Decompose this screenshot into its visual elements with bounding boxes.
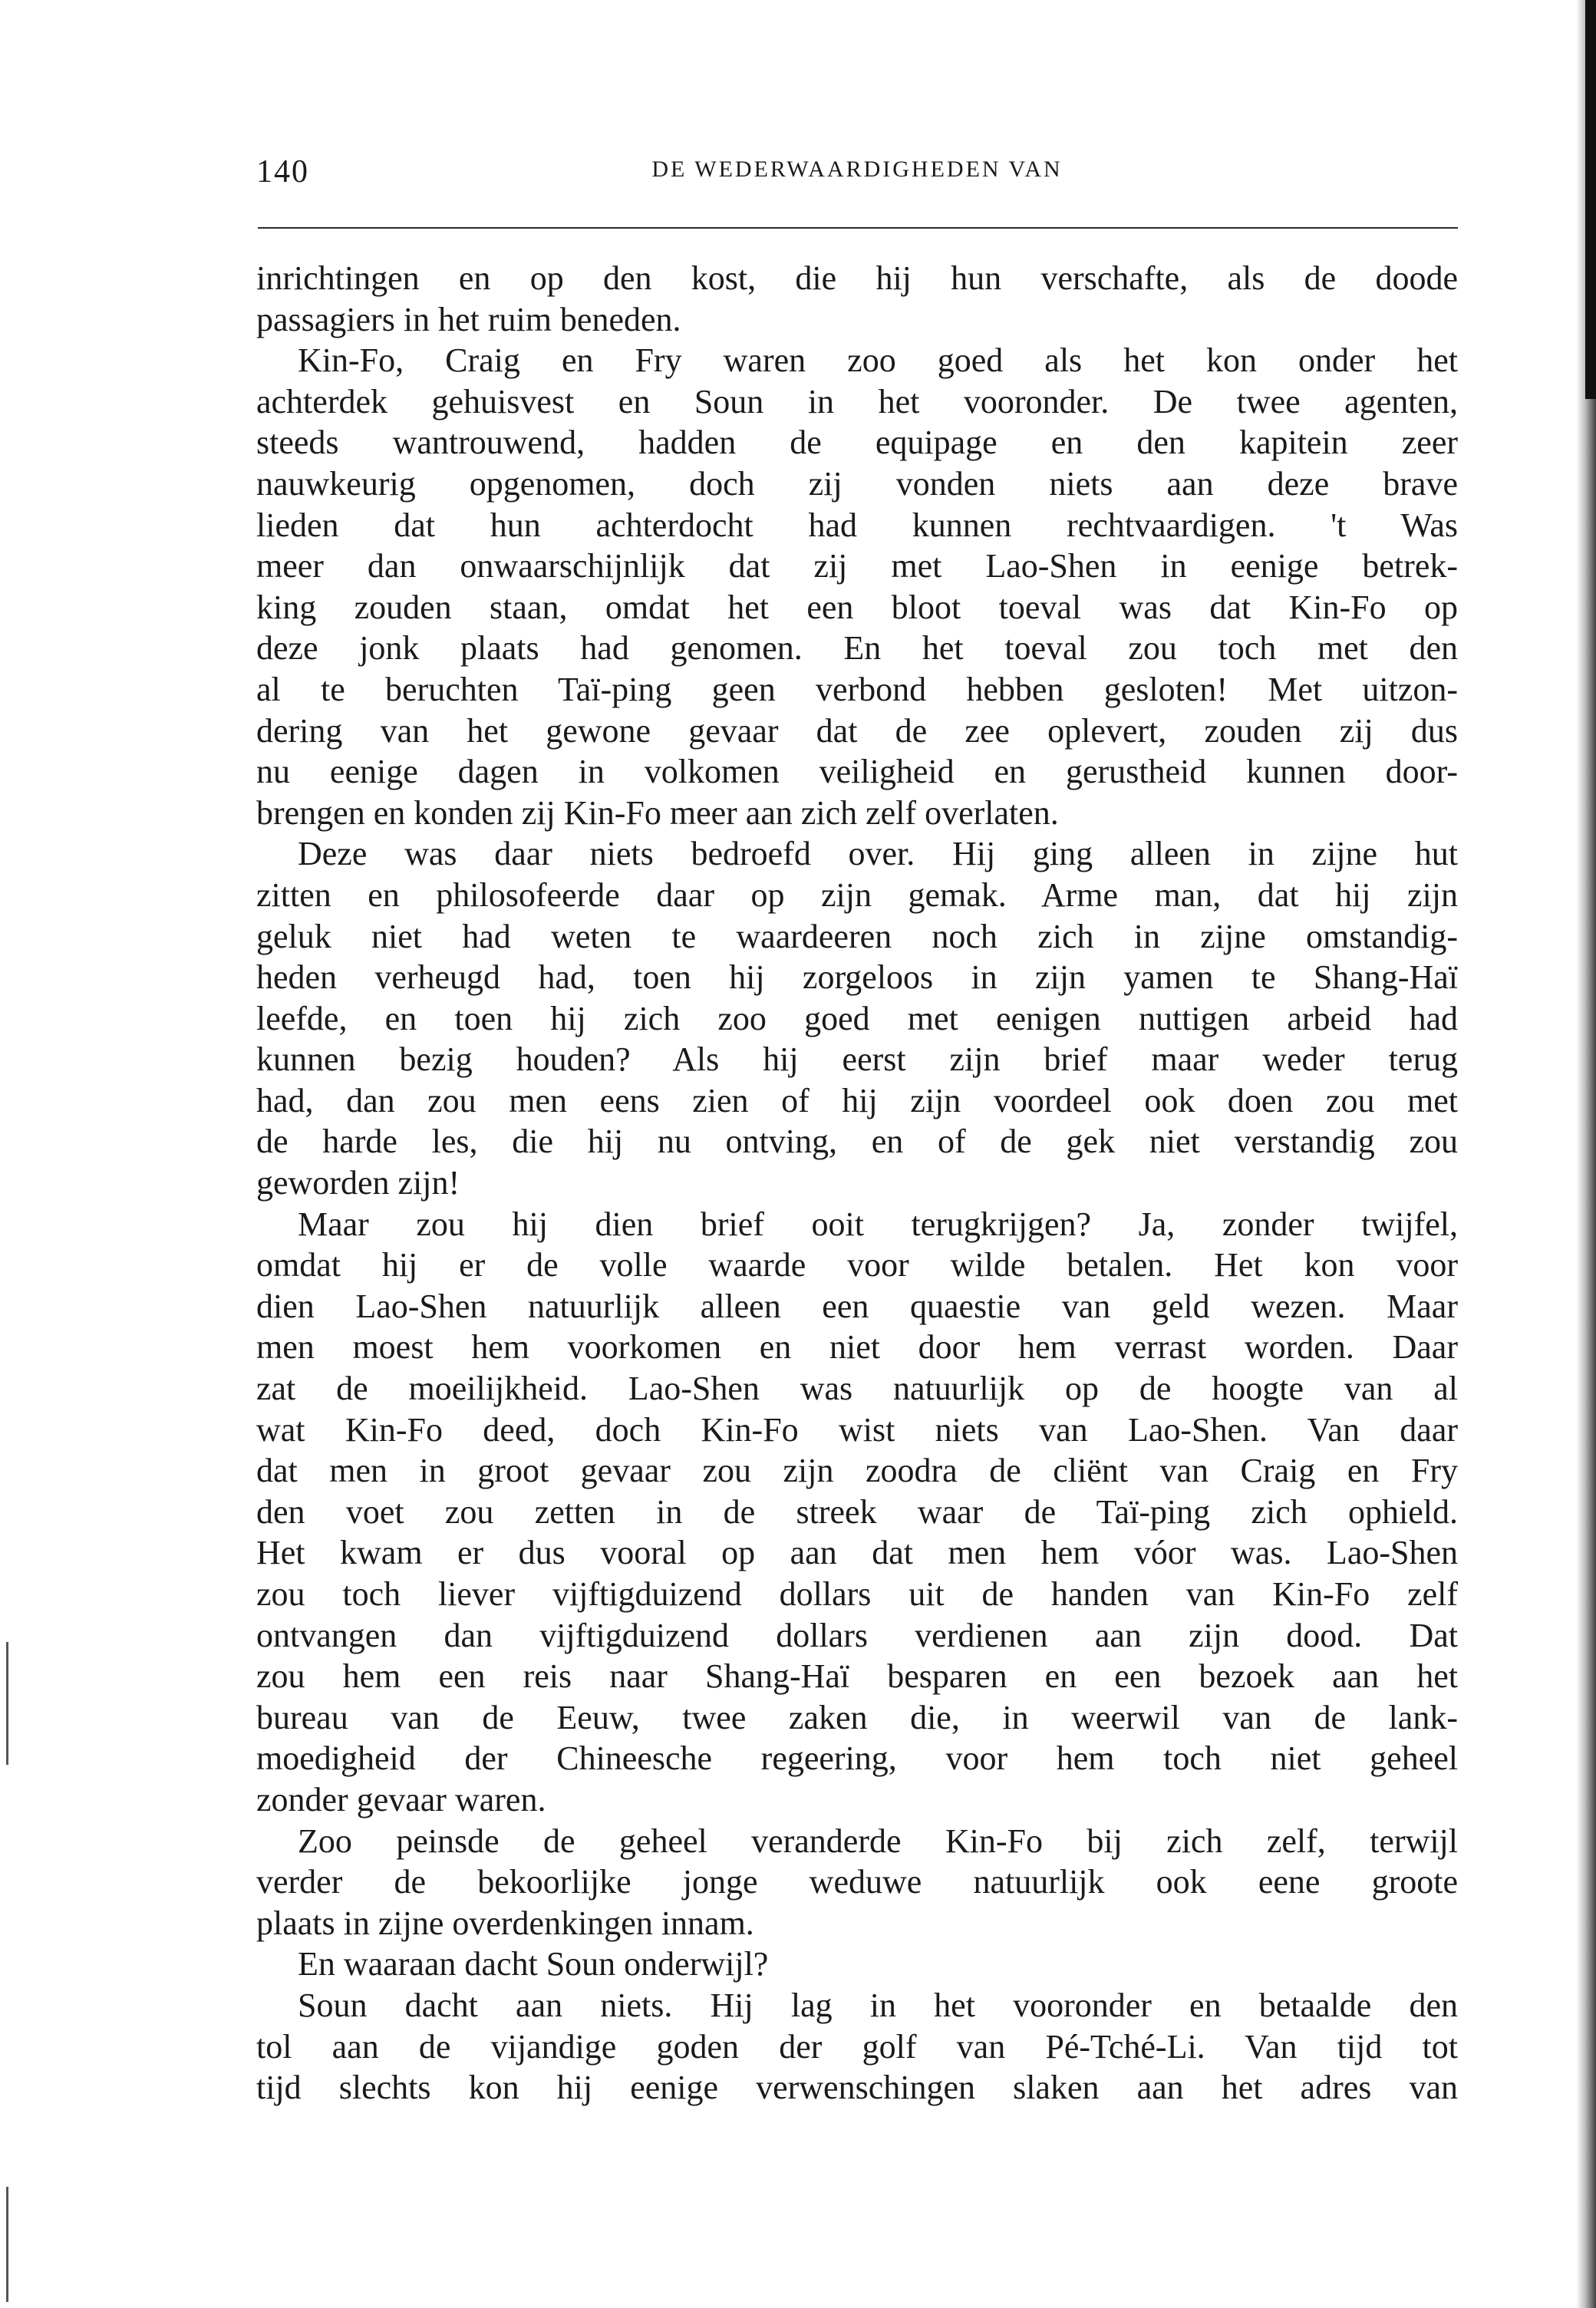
text-line-38: zonder gevaar waren. [256, 1780, 546, 1818]
text-line-27: men moest hem voorkomen en niet door hem verrast worden. Daar [256, 1328, 1458, 1367]
text-line-9: king zouden staan, omdat het een bloot toeval was dat Kin-Fo op [256, 588, 1458, 626]
running-title: DE WEDERWAARDIGHEDEN VAN [651, 157, 1063, 182]
text-line-13: nu eenige dagen in volkomen veiligheid en gerustheid kunnen door- [256, 753, 1458, 791]
text-line-12: dering van het gewone gevaar dat de zee oplevert, zouden zij dus [256, 711, 1458, 750]
text-line-30: dat men in groot gevaar zou zijn zoodra de cliënt van Craig en Fry [256, 1452, 1458, 1490]
text-line-34: ontvangen dan vijftigduizend dollars verdienen aan zijn dood. Dat [256, 1616, 1458, 1654]
text-line-19: leefde, en toen hij zich zoo goed met eenigen nuttigen arbeid had [256, 999, 1458, 1037]
margin-scan-mark [6, 1642, 8, 1765]
text-line-36: bureau van de Eeuw, twee zaken die, in weerwil van de lank- [256, 1698, 1458, 1736]
text-line-31: den voet zou zetten in de streek waar de Taï-ping zich ophield. [256, 1492, 1458, 1531]
text-line-10: deze jonk plaats had genomen. En het toeval zou toch met den [256, 629, 1458, 668]
margin-scan-mark-lower [6, 2187, 8, 2302]
text-line-32: Het kwam er dus vooral op aan dat men hem vóor was. Lao-Shen [256, 1534, 1458, 1572]
text-line-6: nauwkeurig opgenomen, doch zij vonden niets aan deze brave [256, 464, 1458, 503]
text-line-33: zou toch liever vijftigduizend dollars uit de handen van Kin-Fo zelf [256, 1575, 1458, 1613]
text-line-43: Soun dacht aan niets. Hij lag in het vooronder en betaalde den [298, 1986, 1458, 2024]
body-text [256, 258, 1458, 2109]
text-line-23: geworden zijn! [256, 1164, 460, 1202]
header-rule [258, 227, 1458, 229]
text-line-44: tol aan de vijandige goden der golf van Pé-Tché-Li. Van tijd tot [256, 2027, 1458, 2066]
text-line-2: passagiers in het ruim beneden. [256, 300, 681, 338]
text-line-39: Zoo peinsde de geheel veranderde Kin-Fo bij zich zelf, terwijl [298, 1822, 1458, 1860]
text-line-28: zat de moeilijkheid. Lao-Shen was natuurlijk op de hoogte van al [256, 1370, 1458, 1408]
running-head [256, 153, 1458, 199]
text-line-17: geluk niet had weten te waardeeren noch zich in zijne omstandig- [256, 917, 1458, 955]
text-line-26: dien Lao-Shen natuurlijk alleen een quaestie van geld wezen. Maar [256, 1287, 1458, 1325]
text-line-20: kunnen bezig houden? Als hij eerst zijn brief maar weder terug [256, 1040, 1458, 1079]
text-line-35: zou hem een reis naar Shang-Haï besparen en een bezoek aan het [256, 1657, 1458, 1696]
text-line-18: heden verheugd had, toen hij zorgeloos in zijn yamen te Shang-Haï [256, 958, 1458, 997]
text-line-15: Deze was daar niets bedroefd over. Hij ging alleen in zijne hut [298, 835, 1458, 873]
text-line-3: Kin-Fo, Craig en Fry waren zoo goed als het kon onder het [298, 341, 1458, 380]
text-line-37: moedigheid der Chineesche regeering, voor hem toch niet geheel [256, 1739, 1458, 1778]
text-line-42: En waaraan dacht Soun onderwijl? [298, 1945, 769, 1983]
text-line-11: al te beruchten Taï-ping geen verbond hebben gesloten! Met uitzon- [256, 670, 1458, 708]
text-line-25: omdat hij er de volle waarde voor wilde betalen. Het kon voor [256, 1246, 1458, 1284]
text-line-1: inrichtingen en op den kost, die hij hun verschafte, als de doode [256, 259, 1458, 297]
text-line-40: verder de bekoorlijke jonge weduwe natuurlijk ook eene groote [256, 1863, 1458, 1901]
text-line-29: wat Kin-Fo deed, doch Kin-Fo wist niets van Lao-Shen. Van daar [256, 1410, 1458, 1449]
text-line-7: lieden dat hun achterdocht had kunnen rechtvaardigen. 't Was [256, 506, 1458, 544]
page-edge-dark-band [1585, 0, 1596, 399]
text-line-14: brengen en konden zij Kin-Fo meer aan zich zelf overlaten. [256, 793, 1059, 832]
text-line-41: plaats in zijne overdenkingen innam. [256, 1904, 754, 1942]
text-line-45: tijd slechts kon hij eenige verwenschingen slaken aan het adres van [256, 2069, 1458, 2107]
text-line-22: de harde les, die hij nu ontving, en of de gek niet verstandig zou [256, 1123, 1458, 1161]
page-number: 140 [256, 154, 309, 190]
text-line-5: steeds wantrouwend, hadden de equipage en den kapitein zeer [256, 424, 1458, 462]
text-line-16: zitten en philosofeerde daar op zijn gemak. Arme man, dat hij zijn [256, 875, 1458, 914]
text-line-8: meer dan onwaarschijnlijk dat zij met Lao-Shen in eenige betrek- [256, 547, 1458, 585]
text-line-24: Maar zou hij dien brief ooit terugkrijgen? Ja, zonder twijfel, [298, 1205, 1458, 1243]
text-line-4: achterdek gehuisvest en Soun in het vooronder. De twee agenten, [256, 382, 1458, 420]
text-line-21: had, dan zou men eens zien of hij zijn voordeel ook doen zou met [256, 1081, 1458, 1119]
